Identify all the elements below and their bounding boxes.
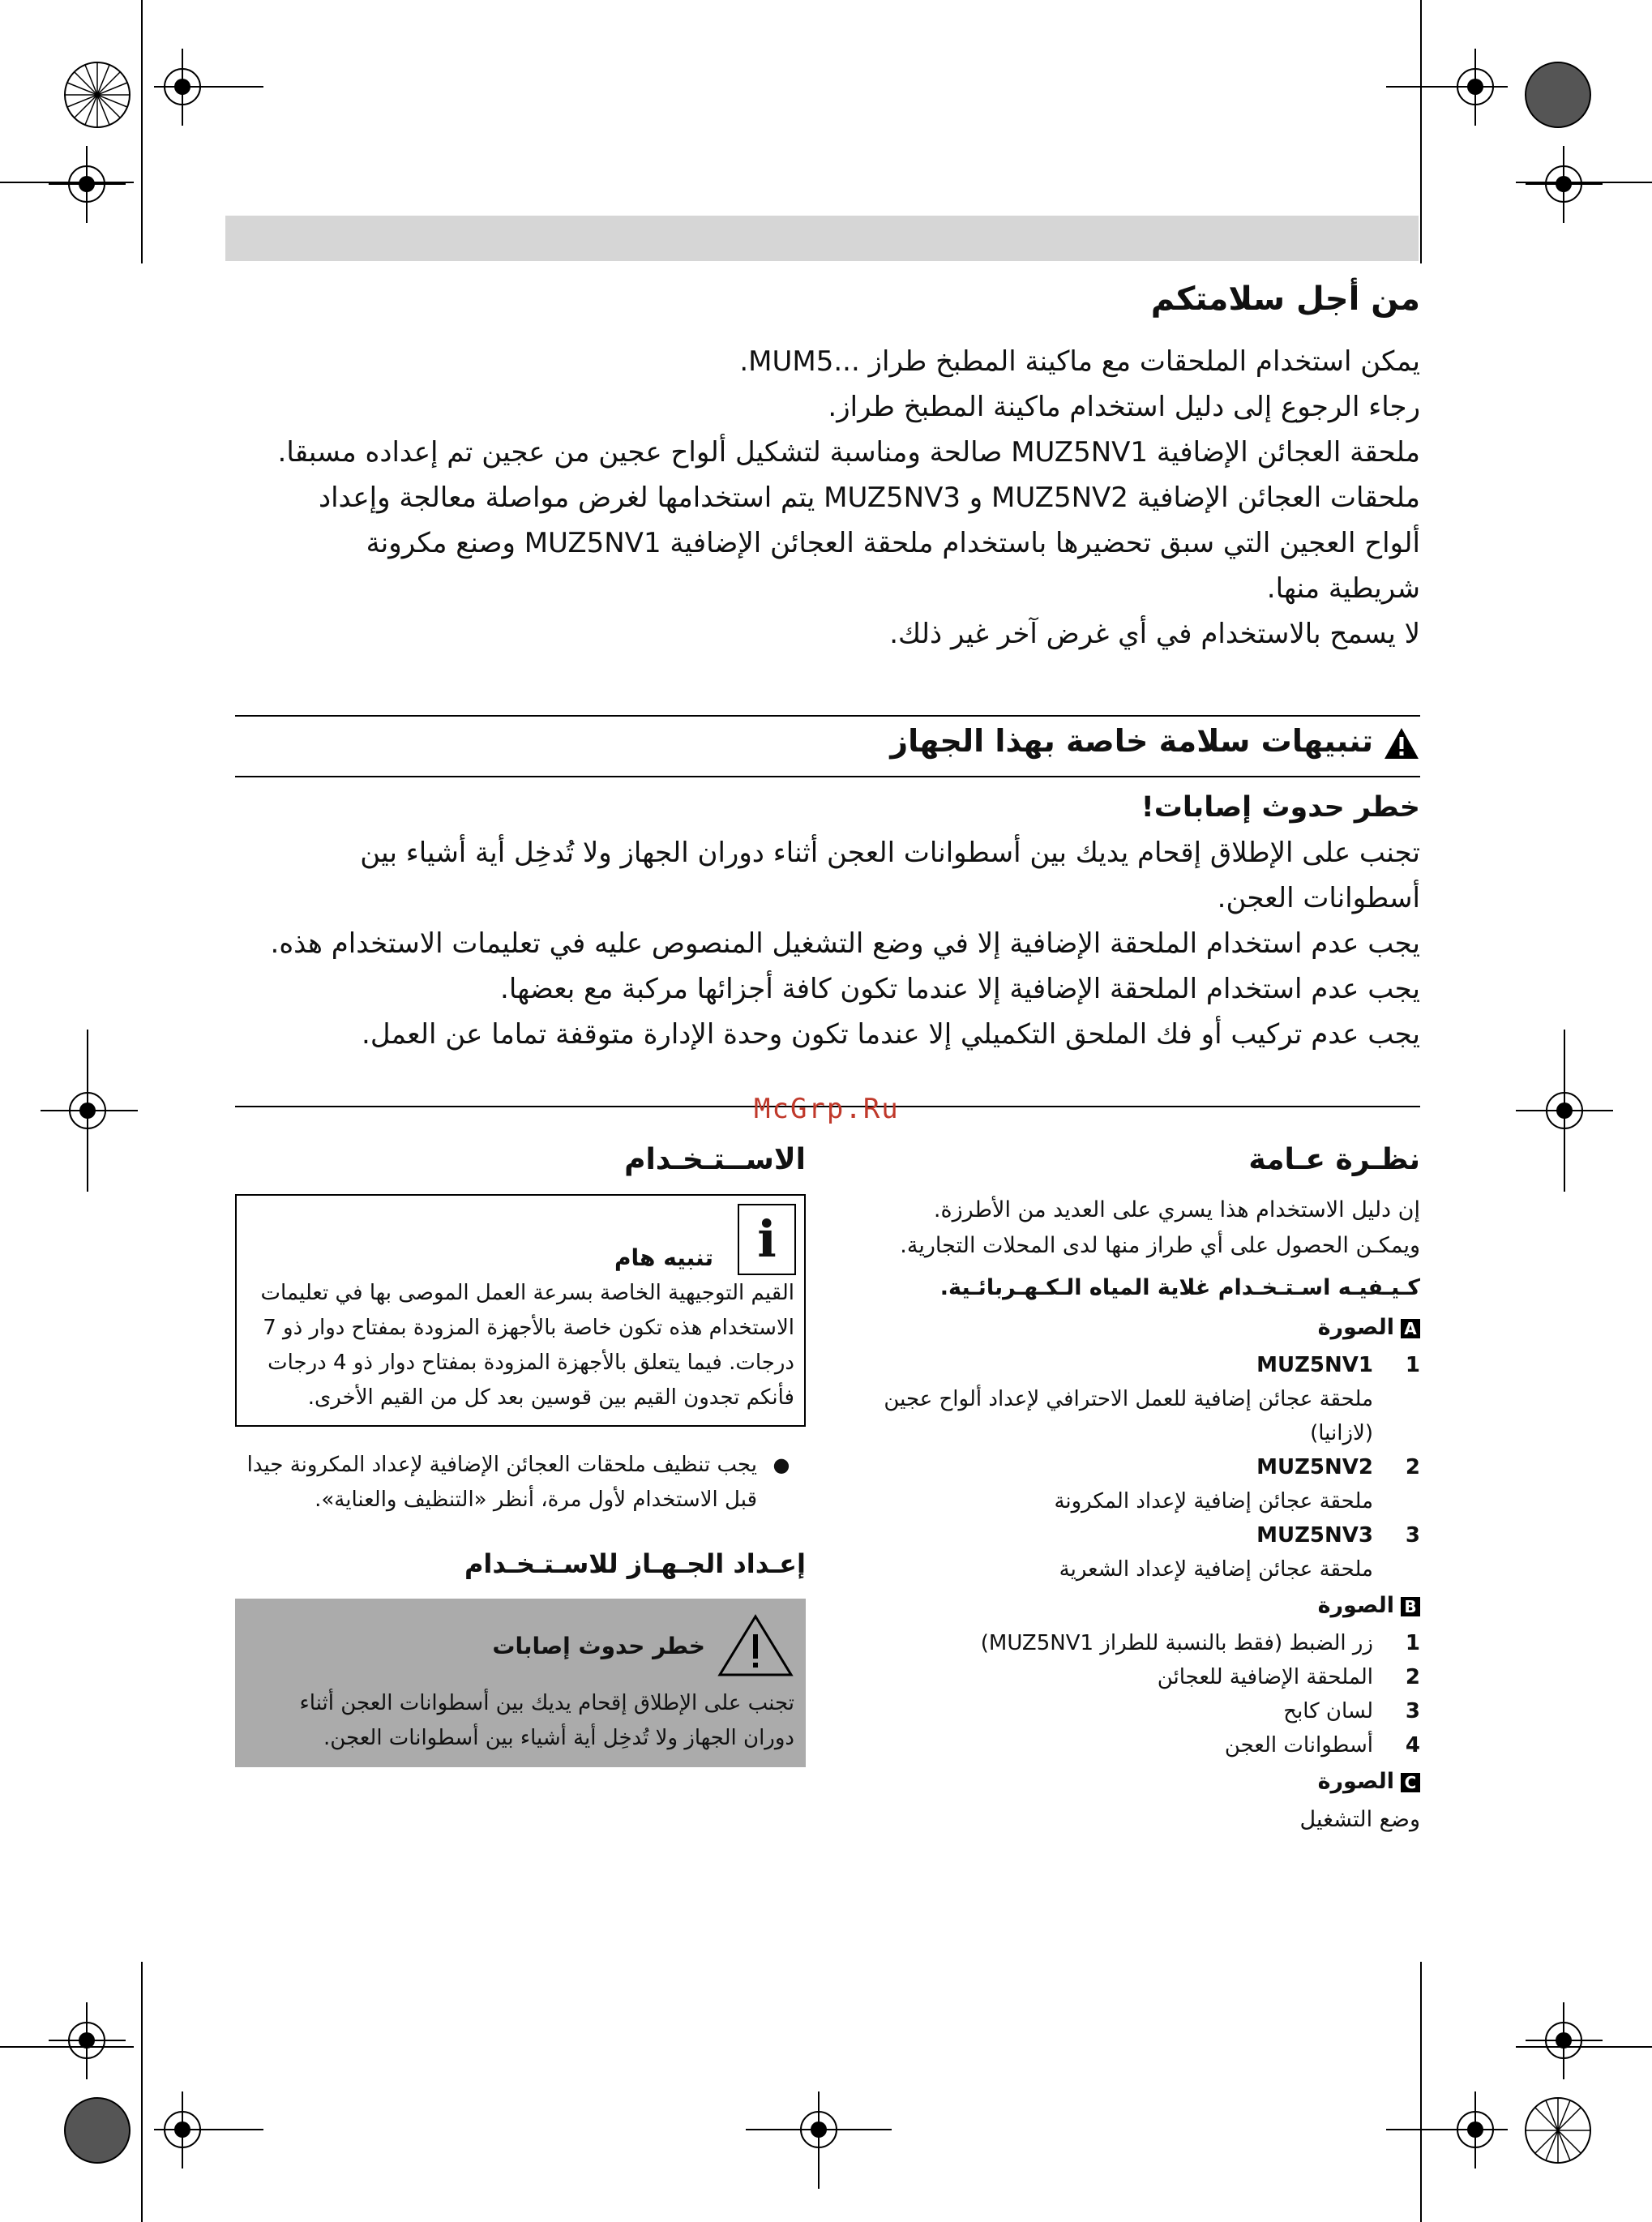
list-item-description: ملحقة عجائن إضافية لإعداد المكرونة	[1054, 1489, 1373, 1513]
danger-title: خطر حدوث إصابات!	[1141, 791, 1420, 824]
intro-paragraph: رجاء الرجوع إلى دليل استخدام ماكينة المطبخ طراز.	[828, 391, 1420, 423]
crosshair-top-right-2	[1526, 146, 1607, 227]
list-item-description: ملحقة عجائن إضافية لإعداد الشعرية	[1059, 1557, 1373, 1582]
figure-c-text: وضع التشغيل	[1299, 1807, 1420, 1832]
note-box	[235, 1194, 806, 1427]
safety-paragraph: يجب عدم تركيب أو فك الملحق التكميلي إلا عندما تكون وحدة الإدارة متوقفة تماما عن العمل.	[362, 1018, 1420, 1051]
registration-mark-top-right	[1378, 0, 1652, 276]
safety-paragraph: يجب عدم استخدام الملحقة الإضافية إلا عندما تكون كافة أجزائها مركبة مع بعضها.	[500, 973, 1420, 1005]
usage-heading: الاســتـخـدام	[624, 1143, 806, 1176]
note-title: تنبيه هام	[614, 1244, 713, 1271]
figure-label-c: Cالصورة	[843, 1769, 1420, 1794]
watermark: McGrp.Ru	[754, 1093, 900, 1125]
safety-heading	[267, 723, 1420, 760]
info-icon: i	[738, 1204, 796, 1275]
list-item: 2 MUZ5NV2	[1256, 1455, 1420, 1479]
list-item: 1 MUZ5NV1	[1256, 1353, 1420, 1377]
warning-box	[235, 1599, 806, 1767]
intro-paragraph: ملحقة العجائن الإضافية MUZ5NV1 صالحة ومناسبة لتشكيل ألواح عجين من عجين تم إعداده مسبقا.	[277, 436, 1420, 469]
usage-column	[235, 1143, 806, 1767]
overview-intro: ويمكـن الحصول على أي طراز منها لدى المحلات التجارية.	[900, 1233, 1420, 1258]
safety-paragraph: تجنب على الإطلاق إقحام يديك بين أسطوانات العجن أثناء دوران الجهاز ولا تُدخِل أية أشياء بين أسطوانات العجن.	[360, 837, 1420, 914]
crosshair-top-left-2	[49, 146, 130, 227]
registration-mark-bottom-left	[0, 1954, 276, 2222]
crosshair-mid-right	[1516, 1030, 1613, 1192]
figure-letter-badge: B	[1401, 1597, 1420, 1616]
section-title: من أجل سلامتكم	[1150, 280, 1420, 318]
crosshair-top-left-1	[154, 49, 276, 130]
crosshair-mid-left	[41, 1030, 138, 1192]
safety-body	[267, 785, 1420, 1057]
figure-letter-badge: C	[1401, 1773, 1420, 1792]
warning-triangle-icon	[1383, 726, 1420, 760]
overview-column	[843, 1143, 1420, 1838]
figure-letter-badge: A	[1401, 1319, 1420, 1338]
list-item: 2 الملحقة الإضافية للعجائن	[1157, 1665, 1420, 1689]
bullet-icon: ●	[773, 1454, 790, 1476]
note-text: القيم التوجيهية الخاصة بسرعة العمل الموصى بها في تعليمات الاستخدام هذه تكون خاصة بالأجهزة المزودة بمفتاح دوار ذو 7 درجات. فيما يتعلق بالأجهزة المزودة بمفتاح دوار ذو 4 درجات فأنكم تجدون القيم بين قوسين بعد كل من القيم الأخرى.	[260, 1281, 794, 1410]
list-item-description: ملحقة عجائن إضافية للعمل الاحترافي لإعداد ألواح عجين (لازانيا)	[884, 1387, 1373, 1445]
list-item: 1 زر الضبط (فقط بالنسبة للطراز MUZ5NV1)	[980, 1631, 1420, 1655]
list-item: 3 لسان كابح	[1283, 1699, 1420, 1723]
list-item: 4 أسطوانات العجن	[1224, 1733, 1420, 1757]
crosshair-bottom-left-1	[49, 2002, 130, 2083]
list-item: 3 MUZ5NV3	[1256, 1523, 1420, 1548]
safety-paragraph: يجب عدم استخدام الملحقة الإضافية إلا في وضع التشغيل المنصوص عليه في تعليمات الاستخدام هذه.	[270, 927, 1420, 960]
intro-paragraph: يمكن استخدام الملحقات مع ماكينة المطبخ طراز ...MUM5.	[739, 345, 1420, 378]
crosshair-bottom-right-2	[1386, 2091, 1508, 2173]
intro-text	[267, 339, 1420, 657]
overview-heading: نظـرة عـامة	[1248, 1143, 1420, 1176]
registration-mark-bottom-right	[1378, 1954, 1652, 2222]
warning-triangle-icon	[717, 1613, 794, 1678]
bullet-item	[235, 1448, 806, 1518]
warning-head	[246, 1613, 794, 1678]
divider	[235, 715, 1420, 717]
bullet-text: يجب تنظيف ملحقات العجائن الإضافية لإعداد المكرونة جيدا قبل الاستخدام لأول مرة، أنظر «التنظيف والعناية».	[246, 1453, 757, 1512]
warning-text: تجنب على الإطلاق إقحام يديك بين أسطوانات العجن أثناء دوران الجهاز ولا تُدخِل أية أشياء بين أسطوانات العجن.	[299, 1691, 794, 1750]
crosshair-bottom-right-1	[1526, 2002, 1607, 2083]
figure-label-b: Bالصورة	[843, 1593, 1420, 1618]
safety-heading-text: تنبيهات سلامة خاصة بهذا الجهاز	[890, 723, 1373, 759]
overview-intro: إن دليل الاستخدام هذا يسري على العديد من الأطرزة.	[933, 1197, 1420, 1222]
divider	[235, 776, 1420, 777]
prep-heading: إعـداد الجـهـاز للاسـتـخـدام	[464, 1548, 806, 1579]
crosshair-bottom-center	[746, 2091, 892, 2189]
figure-label-a: Aالصورة	[843, 1315, 1420, 1340]
intro-paragraph: ملحقات العجائن الإضافية MUZ5NV2 و MUZ5NV3 يتم استخدامها لغرض مواصلة معالجة وإعداد ألواح العجين التي سبق تحضيرها باستخدام ملحقة العجائن الإضافية MUZ5NV1 وصنع مكرونة شريطية منها.	[318, 482, 1420, 605]
header-bar	[225, 216, 1419, 261]
crosshair-bottom-left-2	[154, 2091, 276, 2173]
intro-paragraph: لا يسمح بالاستخدام في أي غرض آخر غير ذلك.	[889, 618, 1420, 650]
overview-subheading: كـيـفيـه اسـتـخـدام غلاية المياه الـكـهـربائـية.	[939, 1275, 1420, 1300]
warning-title: خطر حدوث إصابات	[492, 1632, 705, 1659]
crosshair-top-right-1	[1386, 49, 1508, 130]
